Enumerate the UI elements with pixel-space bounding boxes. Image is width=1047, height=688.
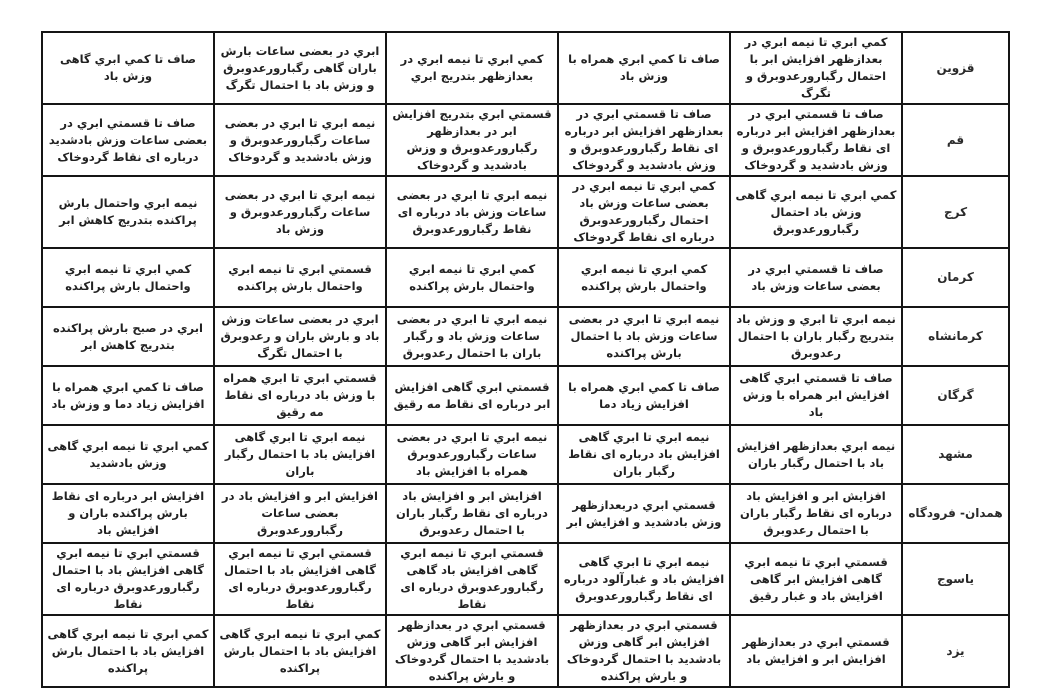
table-row-yazd <box>42 615 1009 687</box>
forecast-cell: كمي ابري تا نيمه ابري واحتمال بارش پراکنده <box>386 248 558 307</box>
city-name: قم <box>902 104 1009 176</box>
forecast-cell: كمي ابري تا نيمه ابري در بعدازظهر افزایش ابر با احتمال رگبارورعدوبرق و تگرگ <box>730 32 902 104</box>
forecast-cell: صاف تا قسمتي ابري در بعدازظهر افزایش ابر درباره ای نقاط رگبارورعدوبرق و وزش بادشدید و گردوخاک <box>730 104 902 176</box>
forecast-cell: قسمتي ابري در بعدازظهر افزایش ابر گاهی وزش بادشدید با احتمال گردوخاک و بارش پراکنده <box>386 615 558 687</box>
city-name: کرج <box>902 176 1009 248</box>
forecast-cell: كمي ابري تا نيمه ابري واحتمال بارش پراکنده <box>558 248 730 307</box>
forecast-cell: نيمه ابري تا ابري گاهی افزایش باد با احتمال رگبار باران <box>214 425 386 484</box>
forecast-cell: كمي ابري تا نيمه ابري در بعدازظهر بتدریج ابري <box>386 32 558 104</box>
city-name: همدان- فرودگاه <box>902 484 1009 543</box>
forecast-cell: كمي ابري تا نيمه ابري گاهی افزایش باد با احتمال بارش پراکنده <box>214 615 386 687</box>
forecast-cell: نيمه ابري تا ابري گاهی افزایش باد و غبارآلود درباره ای نقاط رگبارورعدوبرق <box>558 543 730 615</box>
forecast-cell: صاف تا قسمتي ابري گاهی افزایش ابر همراه با وزش باد <box>730 366 902 425</box>
forecast-cell: قسمتي ابري بتدریج افزایش ابر در بعدازظهر رگبارورعدوبرق و وزش بادشدید و گردوخاک <box>386 104 558 176</box>
forecast-cell: كمي ابري تا نيمه ابري گاهی وزش باد احتمال رگبارورعدوبرق <box>730 176 902 248</box>
forecast-cell: قسمتي ابري تا نيمه ابري گاهی افزایش باد با احتمال رگبارورعدوبرق درباره ای نقاط <box>42 543 214 615</box>
city-name: کرمانشاه <box>902 307 1009 366</box>
forecast-cell: صاف تا قسمتي ابري در بعدازظهر افزایش ابر درباره ای نقاط رگبارورعدوبرق و وزش بادشدید و گردوخاک <box>558 104 730 176</box>
forecast-cell: نيمه ابري تا ابري در بعضی ساعات وزش باد با احتمال بارش پراکنده <box>558 307 730 366</box>
forecast-cell: صاف تا قسمتي ابري در بعضی ساعات وزش بادشدید درباره ای نقاط گردوخاک <box>42 104 214 176</box>
city-name: کرمان <box>902 248 1009 307</box>
forecast-cell: نيمه ابري واحتمال بارش پراکنده بتدریج کاهش ابر <box>42 176 214 248</box>
forecast-cell: افزایش ابر درباره ای نقاط بارش پراکنده باران و افزایش باد <box>42 484 214 543</box>
city-name: یاسوج <box>902 543 1009 615</box>
forecast-cell: نيمه ابري تا ابري در بعضی ساعات رگبارورعدوبرق همراه با افزایش باد <box>386 425 558 484</box>
forecast-cell: افزایش ابر و افزایش باد درباره ای نقاط رگبار باران با احتمال رعدوبرق <box>730 484 902 543</box>
table-row-gorgan <box>42 366 1009 425</box>
forecast-cell: صاف تا قسمتي ابري در بعضی ساعات وزش باد <box>730 248 902 307</box>
city-name: یزد <box>902 615 1009 687</box>
forecast-cell: قسمتي ابري تا ابري همراه با وزش باد درباره ای نقاط مه رقیق <box>214 366 386 425</box>
table-row-qazvin <box>42 32 1009 104</box>
forecast-cell: قسمتي ابري تا نيمه ابري گاهی افزایش باد گاهی رگبارورعدوبرق درباره ای نقاط <box>386 543 558 615</box>
forecast-cell: صاف تا كمي ابري همراه با افزایش زیاد دما <box>558 366 730 425</box>
table-row-mashhad <box>42 425 1009 484</box>
forecast-cell: نيمه ابري تا ابري در بعضی ساعات رگبارورعدوبرق و وزش باد <box>214 176 386 248</box>
forecast-cell: صاف تا كمي ابري گاهی وزش باد <box>42 32 214 104</box>
forecast-cell: صاف تا كمي ابري همراه با افزایش زیاد دما و وزش باد <box>42 366 214 425</box>
table-row-yasuj <box>42 543 1009 615</box>
forecast-cell: كمي ابري تا نيمه ابري گاهی افزایش باد با احتمال بارش پراکنده <box>42 615 214 687</box>
forecast-cell: ابري در بعضی ساعات بارش باران گاهی رگبارورعدوبرق و وزش باد با احتمال تگرگ <box>214 32 386 104</box>
forecast-cell: كمي ابري تا نيمه ابري گاهی وزش بادشدید <box>42 425 214 484</box>
forecast-cell: قسمتي ابري تا نيمه ابري گاهی افزایش ابر گاهی افزایش باد و غبار رقیق <box>730 543 902 615</box>
forecast-cell: قسمتي ابري دربعدازظهر وزش بادشدید و افزایش ابر <box>558 484 730 543</box>
weather-forecast-table <box>41 31 1010 688</box>
forecast-cell: نيمه ابري تا ابري گاهی افزایش باد درباره ای نقاط رگبار باران <box>558 425 730 484</box>
forecast-cell: افزایش ابر و افزایش باد در بعضی ساعات رگبارورعدوبرق <box>214 484 386 543</box>
forecast-cell: ابري در صبح بارش پراکنده بتدریج کاهش ابر <box>42 307 214 366</box>
forecast-cell: نيمه ابري بعدازظهر افزایش باد با احتمال رگبار باران <box>730 425 902 484</box>
forecast-cell: نيمه ابري تا ابري در بعضی ساعات وزش باد درباره ای نقاط رگبارورعدوبرق <box>386 176 558 248</box>
forecast-cell: قسمتي ابري در بعدازظهر افزایش ابر گاهی وزش بادشدید با احتمال گردوخاک و بارش پراکنده <box>558 615 730 687</box>
forecast-cell: قسمتي ابري در بعدازظهر افزایش ابر و افزایش باد <box>730 615 902 687</box>
forecast-cell: صاف تا كمي ابري همراه با وزش باد <box>558 32 730 104</box>
table-row-qom <box>42 104 1009 176</box>
city-name: مشهد <box>902 425 1009 484</box>
table-row-karaj <box>42 176 1009 248</box>
table-row-kerman <box>42 248 1009 307</box>
table-row-hamedan-airport <box>42 484 1009 543</box>
forecast-cell: قسمتي ابري تا نيمه ابري واحتمال بارش پراکنده <box>214 248 386 307</box>
forecast-cell: كمي ابري تا نيمه ابري واحتمال بارش پراکنده <box>42 248 214 307</box>
forecast-cell: نيمه ابري تا ابري در بعضی ساعات وزش باد و رگبار باران با احتمال رعدوبرق <box>386 307 558 366</box>
city-name: گرگان <box>902 366 1009 425</box>
forecast-cell: قسمتي ابري گاهی افزایش ابر درباره ای نقاط مه رقیق <box>386 366 558 425</box>
forecast-cell: كمي ابري تا نيمه ابري در بعضی ساعات وزش باد احتمال رگبارورعدوبرق درباره ای نقاط گردوخاک <box>558 176 730 248</box>
table-row-kermanshah <box>42 307 1009 366</box>
city-name: قزوین <box>902 32 1009 104</box>
forecast-cell: قسمتي ابري تا نيمه ابري گاهی افزایش باد با احتمال رگبارورعدوبرق درباره ای نقاط <box>214 543 386 615</box>
forecast-cell: ابري در بعضی ساعات وزش باد و بارش باران و رعدوبرق با احتمال تگرگ <box>214 307 386 366</box>
forecast-cell: افزایش ابر و افزایش باد درباره ای نقاط رگبار باران با احتمال رعدوبرق <box>386 484 558 543</box>
forecast-cell: نيمه ابري تا ابري و وزش باد بتدریج رگبار باران با احتمال رعدوبرق <box>730 307 902 366</box>
forecast-cell: نيمه ابري تا ابري در بعضی ساعات رگبارورعدوبرق و وزش بادشدید و گردوخاک <box>214 104 386 176</box>
